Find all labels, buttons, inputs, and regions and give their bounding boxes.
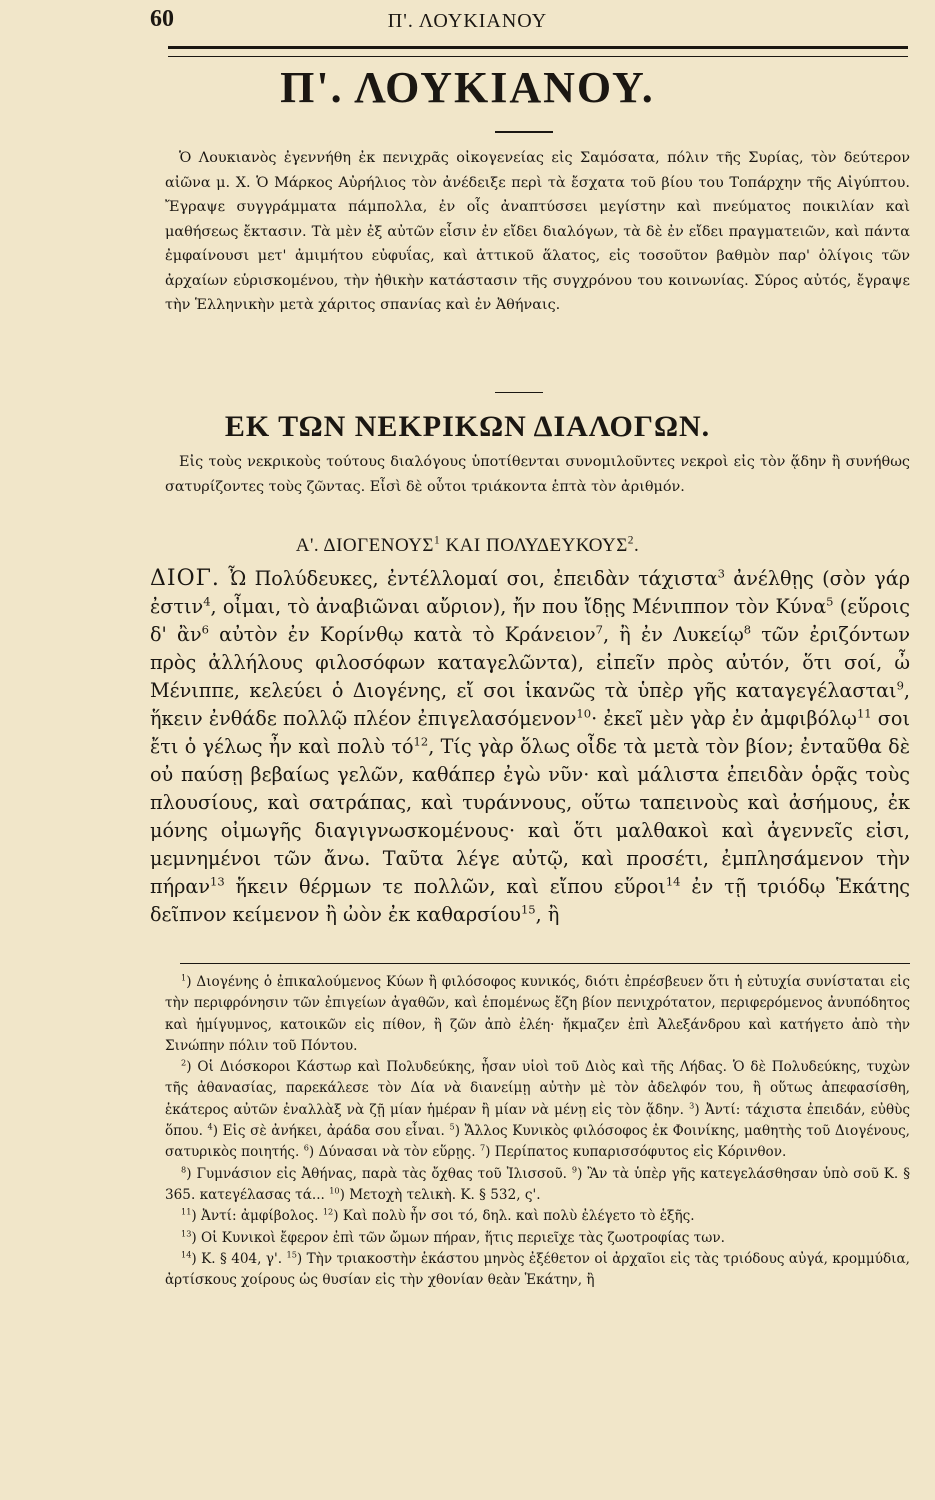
footnote-13 [165, 1228, 910, 1249]
dialogue-title [0, 535, 935, 557]
footnote-number: 2 [181, 1057, 187, 1068]
footnote-number: 5 [449, 1121, 455, 1132]
dialogue-segment: αὐτὸν ἐν Κορίνθῳ κατὰ τὸ Κράνειον [208, 623, 596, 646]
footnote-mark: 9 [896, 678, 904, 693]
footnote-text: ) Ἄλλος Κυνικὸς φιλόσοφος ἐκ Φοινίκης, μαθητὴς τοῦ Διογένους, σατυρικὸς ποιητής. [165, 1123, 911, 1161]
dialogue-segment: · ἐκεῖ μὲν γὰρ ἐν ἀμφιβόλῳ [591, 707, 857, 730]
dialogue-title-text: . [633, 535, 640, 556]
footnote-mark: 13 [210, 874, 225, 889]
footnote-mark: 15 [520, 902, 536, 917]
header-double-rule [168, 46, 908, 57]
footnote-text: ) Οἱ Διόσκοροι Κάστωρ καὶ Πολυδεύκης, ἦσαν υἱοὶ τοῦ Διὸς καὶ τῆς Λήδας. Ὁ δὲ Πολυδεύκης, τυχὼν τῆς ἀθανασίας, παρεκάλεσε τὸν Δία νὰ διανείμῃ αὐτὴν μὲ τὸν ἀδελφόν του, ἢ οὕτως ἀπεφασίσθη, ἑκάτερος αὐτῶν ἐναλλὰξ νὰ ζῇ μίαν ἡμέραν ἢ μίαν νὰ μένῃ εἰς τὸν ᾅδην. [165, 1059, 910, 1118]
footnote-text: ) Ἀντί: τάχιστα ἐπειδάν, εὐθὺς ὅπου. [165, 1101, 911, 1140]
footnote-2-7 [165, 1057, 910, 1163]
footnote-mark: 11 [856, 706, 872, 721]
dialogue-segment: τῶν ἐριζόντων πρὸς ἀλλήλους φιλοσόφων καταγελῶντα), εἰπεῖν πρὸς αὐτόν, ὅτι σοί, ὦ Μένιππε, κελεύει ὁ Διογένης, εἴ σοι ἱκανῶς τὰ ὑπὲρ γῆς καταγεγέλασται [150, 623, 910, 702]
footnote-number: 14 [181, 1249, 192, 1260]
dialogue-title-text: Α'. ΔΙΟΓΕΝΟΥΣ [295, 535, 434, 556]
footnote-number: 13 [181, 1228, 192, 1239]
footnote-number: 6 [303, 1142, 309, 1153]
dialogue-segment: , οἶμαι, τὸ ἀναβιῶναι αὔριον), ἤν που ἴδῃς Μένιππον τὸν Κύνα [210, 595, 827, 618]
dialogue-segment: σοι ἔτι ὁ γέλως ἦν καὶ πολὺ τό [150, 707, 910, 758]
footnote-text: ) Εἰς σὲ ἀνήκει, ἀράδα σου εἶναι. [212, 1123, 445, 1140]
dialogue-segment: , ἢ ἐν Λυκείῳ [602, 623, 744, 646]
author-introduction: Ὁ Λουκιανὸς ἐγεννήθη ἐκ πενιχρᾶς οἰκογενείας εἰς Σαμόσατα, πόλιν τῆς Συρίας, τὸν δεύτερον αἰῶνα μ. Χ. Ὁ Μάρκος Αὐρήλιος τὸν ἀνέδειξε περὶ τὰ ἔσχατα τοῦ βίου του Τοπάρχην τῆς Αἰγύπτου. Ἔγραψε συγγράμματα πάμπολλα, ἐν οἷς ἀναπτύσσει μεγίστην καὶ πνεύματος ποικιλίαν καὶ μαθήσεως ἔκτασιν. Τὰ μὲν ἐξ αὐτῶν εἶσιν ἐν εἴδει διαλόγων, τὰ δὲ ἐν εἴδει πραγματειῶν, καὶ πάντα ἐμφαίνουσι μετ' ἀμιμήτου εὐφυΐας, καὶ ἀττικοῦ ἅλατος, εἰς τοσοῦτον βαθμὸν παρ' ὀλίγοις τῶν ἀρχαίων εὑρισκομένου, τὴν ἠθικὴν κατάστασιν τῆς συγχρόνου του κοινωνίας. Σύρος αὐτός, ἔγραψε τὴν Ἑλληνικὴν μετὰ χάριτος σπανίας καὶ ἐν Ἀθήναις. [165, 150, 910, 313]
footnote-text: ) Μετοχὴ τελικὴ. Κ. § 532, ς'. [339, 1186, 541, 1203]
footnotes [165, 972, 910, 1291]
footnote-text: ) Ἂν τὰ ὑπὲρ γῆς κατεγελάσθησαν ὑπὸ σοῦ Κ. § 365. κατεγέλασας τά... [165, 1165, 910, 1203]
footnote-1 [165, 972, 910, 1057]
footnote-8-10 [165, 1164, 910, 1207]
footnote-text: ) Τὴν τριακοστὴν ἑκάστου μηνὸς ἐξέθετον οἱ ἀρχαῖοι εἰς τὰς τριόδους αὐγά, κρομμύδια, ἀρτίσκους χοίρους ὡς θυσίαν εἰς τὴν χθονίαν θεὰν Ἑκάτην, ἢ [165, 1250, 911, 1289]
footnote-mark: 7 [595, 622, 603, 637]
footnote-14-15 [165, 1249, 910, 1292]
footnote-mark: 2 [627, 534, 634, 547]
dialogue-segment: ἀνέλθῃς (σὸν γάρ ἐστιν [150, 567, 910, 618]
dialogue-segment: (εὕροις δ' ἂν [150, 595, 910, 646]
footnote-mark: 12 [413, 734, 429, 749]
footnote-11-12 [165, 1206, 910, 1227]
footnote-mark: 1 [434, 534, 441, 547]
footnote-number: 11 [181, 1206, 192, 1217]
footnote-number: 1 [181, 972, 187, 983]
footnote-number: 12 [322, 1206, 334, 1217]
footnote-text: ) Γυμνάσιον εἰς Ἀθήνας, παρὰ τὰς ὄχθας τοῦ Ἰλισσοῦ. [186, 1165, 567, 1182]
footnote-text: ) Διογένης ὁ ἐπικαλούμενος Κύων ἢ φιλόσοφος κυνικός, διότι ἐπρέσβευεν ὅτι ἡ εὐτυχία συνίσταται εἰς τὴν περιφρόνησιν τῶν ἐπιγείων ἀγαθῶν, καὶ ἑπομένως ἔζη βίον πενιχρότατον, περιφερόμενος ἀνυπόδητος καὶ ἡμίγυμνος, κατοικῶν εἰς πίθον, ἢ ζῶν ἀπὸ ἐλέη· ἤκμαζεν ἐπὶ Ἀλεξάνδρου καὶ κατήγετο ἀπὸ τὴν Σινώπην πόλιν τοῦ Πόντου. [165, 974, 910, 1054]
footnote-number: 8 [181, 1164, 187, 1175]
dialogue-segment: , ἥκειν ἐνθάδε πολλῷ πλέον ἐπιγελασόμενον [150, 679, 910, 730]
footnote-rule [180, 963, 910, 964]
footnote-text: ) Καὶ πολὺ ἦν σοι τό, δηλ. καὶ πολὺ ἐλέγετο τὸ ἑξῆς. [333, 1208, 695, 1225]
footnote-number: 3 [689, 1100, 695, 1111]
running-title: Π'. ΛΟΥΚΙΑΝΟΥ [387, 10, 548, 32]
section-title: ΕΚ ΤΩΝ ΝΕΚΡΙΚΩΝ ΔΙΑΛΟΓΩΝ. [224, 410, 711, 443]
footnote-mark: 14 [665, 874, 681, 889]
footnote-text: ) Κ. § 404, γ'. [191, 1250, 283, 1267]
dialogue-segment: , Τίς γὰρ ὅλως οἶδε τὰ μετὰ τὸν βίον; ἐνταῦθα δὲ οὐ παύσῃ βεβαίως γελῶν, καθάπερ ἐγὼ νῦν· καὶ μάλιστα ἐπειδὰν ὁρᾷς τοὺς πλουσίους, καὶ σατράπας, καὶ τυράννους, οὕτω ταπεινοὺς καὶ ἀσήμους, ἐκ μόνης οἰμωγῆς διαγιγνωσκομένους· καὶ ὅτι μαλθακοὶ καὶ ἀγεννεῖς εἰσι, μεμνημένοι τῶν ἄνω. Ταῦτα λέγε αὐτῷ, καὶ προσέτι, ἐμπλησάμενον τὴν πήραν [150, 735, 910, 898]
dialogue-title-text: ΚΑΙ ΠΟΛΥΔΕΥΚΟΥΣ [440, 535, 628, 556]
footnote-mark: 8 [743, 622, 752, 637]
footnote-mark: 5 [826, 594, 834, 609]
footnote-mark: 10 [576, 706, 592, 721]
title-rule [495, 131, 553, 133]
section-introduction: Εἰς τοὺς νεκρικοὺς τούτους διαλόγους ὑποτίθενται συνομιλοῦντες νεκροὶ εἰς τὸν ᾅδην ἢ συνήθως σατυρίζοντες τοὺς ζῶντας. Εἶσὶ δὲ οὗτοι τριάκοντα ἑπτὰ τὸν ἀριθμόν. [165, 454, 910, 495]
dialogue-segment: , ἢ [535, 903, 560, 926]
footnote-text: ) Ἀντί: ἀμφίβολος. [191, 1208, 319, 1225]
footnote-number: 4 [207, 1121, 213, 1132]
dialogue-segment: ἐν τῇ τριόδῳ Ἑκάτης δεῖπνον κείμενον ἢ ὠὸν ἐκ καθαρσίου [150, 875, 910, 926]
section-rule [495, 392, 543, 393]
footnote-number: 7 [479, 1142, 486, 1153]
speaker-label: ΔΙΟΓ. [150, 566, 220, 591]
footnote-mark: 6 [201, 622, 209, 637]
dialogue-segment: Ὦ Πολύδευκες, ἐντέλλομαί σοι, ἐπειδὰν τάχιστα [219, 567, 718, 590]
dialogue-segment: ἥκειν θέρμων τε πολλῶν, καὶ εἴπου εὕροι [224, 875, 666, 898]
footnote-number: 9 [571, 1164, 578, 1175]
running-head [0, 6, 935, 36]
dialogue-text [150, 565, 910, 929]
footnote-number: 15 [286, 1249, 297, 1260]
chapter-title: Π'. ΛΟΥΚΙΑΝΟΥ. [280, 63, 655, 112]
footnote-text: ) Περίπατος κυπαρισσόφυτος εἰς Κόρινθον. [485, 1144, 787, 1161]
footnote-number: 10 [329, 1185, 340, 1196]
page-number: 60 [150, 6, 174, 32]
footnote-text: ) Οἱ Κυνικοὶ ἔφερον ἐπὶ τῶν ὤμων πήραν, ἥτις περιεῖχε τὰς ζωοτροφίας των. [191, 1229, 725, 1246]
footnote-mark: 4 [203, 594, 211, 609]
footnote-text: ) Δύνασαι νὰ τὸν εὕρῃς. [308, 1144, 476, 1161]
footnote-mark: 3 [717, 566, 725, 581]
